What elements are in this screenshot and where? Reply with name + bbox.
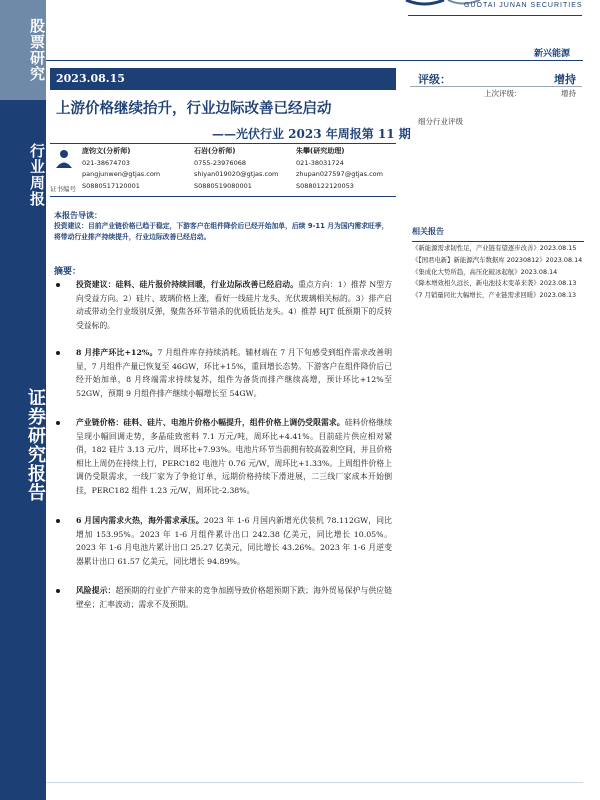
analyst-card [194, 146, 278, 192]
report-topic: 新兴能源 [533, 49, 570, 59]
analyst-divider [50, 196, 396, 197]
analyst-phone: 021-38674703 [82, 158, 130, 167]
certificate-label: 证书编号 [50, 185, 76, 193]
bullet-text: 超预期的行业扩产带来的竞争加剧导致价格超预期下跌；海外贸易保护与供应链壁垒；汇率波动；需求不及预期。 [76, 586, 392, 609]
related-report-link[interactable]: 《降本增效相久远长，新电池技术变革来袭》2023.08.13 [412, 279, 577, 288]
topic-divider [46, 60, 583, 61]
guide-text: 投资建议：目前产业链价格已趋于稳定，下游客户在组件降价后已经开始加单，后续 9-11 月为国内需求旺季，将带动行业排产持续提升，行业边际改善已经启动。 [54, 222, 389, 241]
analyst-certificate: S0880517120001 [82, 181, 140, 190]
summary-title: 摘要： [54, 267, 82, 277]
bullet-lead: 投资建议：硅料、硅片报价持续回暖，行业边际改善已经启动。 [76, 280, 299, 289]
brand-english-name: GUOTAI JUNAN SECURITIES [464, 2, 583, 9]
bullet-text: 2023 年 1-6 月国内新增光伏装机 78.112GW，同比增加 153.95%。2023 年 1-6 月组件累计出口 242.38 亿美元，同比增长 10.05%。2023 年 1-6 月电池片累计出口 25.27 亿美元，同比增长 43.26%。2023 年 1-6 月逆变器累计出口 61.57 亿美元，同比增长 94.89%。 [76, 516, 392, 566]
rating-value: 增持 [554, 73, 576, 86]
sidebar-report-category: 证券研究报告 [25, 388, 46, 502]
summary-bullet [56, 514, 392, 568]
report-subtitle: ——光伏行业 2023 年周报第 11 期 [212, 127, 411, 141]
analyst-certificate: S0880122120053 [296, 181, 354, 190]
sub-industry-rating-label: 细分行业评级 [418, 117, 463, 126]
bullet-lead: 8 月排产环比+12%。 [76, 348, 158, 357]
analyst-email[interactable]: zhupan027597@gtjas.com [296, 170, 383, 178]
related-report-link[interactable]: 《7 月销量同比大幅增长，产业链需求回暖》2023.08.13 [412, 291, 577, 300]
bullet-text: 硅料价格继续呈现小幅回调走势，多晶硅致密料 7.1 万元/吨，周环比+4.41%。目前硅片供应相对紧俏，182 硅片 3.13 元/片，周环比+7.93%。电池片环节当前拥有较高盈利空间，并且价格相比上周仍在持续上行，PERC182 电池片 0.76 元/W，周环比+1.33%。上周组件价格上调仍受限需求，一线厂家为了争抢订单，远期价格持续下滑进展，二三线厂家成本开始倒挂，PERC182 组件 1.23 元/W，周环比-2.38%。 [76, 418, 392, 495]
related-reports-title: 相关报告 [412, 227, 444, 236]
analyst-avatar-icon [54, 148, 74, 168]
related-reports [412, 226, 584, 301]
bullet-text: 重点方向：1）推荐 N型方向受益方向。2）硅片、玻璃价格上涨，看好一线硅片龙头、光伏玻璃相关标的。3）排产启动或带动全行业级别反弹，聚焦各环节错杀的优质低估龙头。4）推荐 HJT 低预期下的反转受益标的。 [76, 280, 393, 330]
analyst-certificate: S0880519080001 [194, 181, 252, 190]
analyst-name: 朱攀(研究助理) [296, 147, 345, 155]
bullet-dot-icon [56, 589, 60, 593]
analyst-card [296, 146, 383, 192]
analyst-email[interactable]: shiyan019020@gtjas.com [194, 170, 279, 178]
bullet-lead: 产业链价格：硅料、硅片、电池片价格小幅提升，组件价格上调仍受限需求。 [76, 418, 345, 427]
analyst-phone: 0755-23976068 [194, 158, 246, 167]
analyst-phone: 021-38031724 [296, 158, 344, 167]
analyst-name: 石岩(分析师) [194, 147, 236, 155]
bullet-dot-icon [56, 519, 60, 523]
analyst-card [82, 146, 160, 192]
bullet-text: 7 月组件库存持续消耗。辅材端在 7 月下旬感受到组件需求改善明显，7 月组件产量已恢复至 46GW，环比+15%，重回增长态势。下游客户在组件降价后已经开始加单，8 月终端需求持续复苏，组件为备货而排产继续高增，预计环比+12%至 52GW，预期 9 月组件排产继续小幅增长至 54GW。 [76, 348, 392, 398]
report-date: 2023.08.15 [56, 72, 125, 85]
bullet-dot-icon [56, 283, 60, 287]
guide-title: 本报告导读： [54, 211, 102, 220]
analyst-name: 庞钧文(分析师) [82, 147, 131, 155]
report-title: 上游价格继续抬升，行业边际改善已经启动 [56, 100, 332, 117]
previous-rating-value: 增持 [561, 89, 576, 98]
related-divider [412, 241, 584, 242]
title-divider [50, 143, 396, 144]
previous-rating-label: 上次评级： [484, 89, 522, 98]
summary-bullet [56, 278, 392, 332]
bullet-lead: 风险提示： [76, 586, 116, 595]
summary-bullet [56, 584, 392, 611]
sidebar-top-label: 股票研究 [0, 0, 46, 100]
sidebar-report-type: 行业周报 [28, 143, 46, 207]
related-report-link[interactable]: 《【国君电新】新能源汽车数据库 20230812》2023.08.14 [412, 255, 583, 264]
rating-label: 评级： [418, 73, 451, 86]
rating-box [410, 68, 582, 100]
related-report-link[interactable]: 《集成化大势所趋，高压化破冰起航》2023.08.14 [412, 267, 558, 276]
analyst-block [50, 146, 396, 192]
related-report-link[interactable]: 《新能源需求韧性足，产业链有望逐步改善》2023.08.15 [412, 244, 577, 252]
bullet-dot-icon [56, 421, 60, 425]
header-divider [408, 15, 582, 16]
rating-divider [410, 86, 582, 87]
bullet-dot-icon [56, 351, 60, 355]
summary-bullet [56, 346, 392, 400]
analyst-email[interactable]: pangjunwen@gtjas.com [82, 170, 161, 178]
footer-divider [46, 782, 583, 783]
bullet-lead: 6 月国内需求火热，海外需求承压。 [76, 516, 204, 525]
sidebar [0, 0, 46, 800]
summary-bullet [56, 416, 392, 498]
